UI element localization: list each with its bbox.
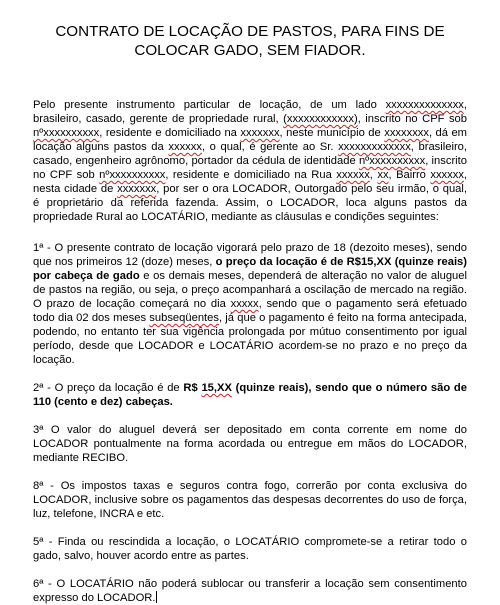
clause-2[interactable]	[33, 381, 467, 409]
intro-text: Pelo presente instrumento particular de locação, de um lado	[33, 99, 386, 111]
clause-text: 1ª - O presente contrato de locação vigorará pelo prazo de 18 (dezoito meses), sendo que nos primeiros 12 (doze) meses,	[33, 242, 467, 268]
document-title: CONTRATO DE LOCAÇÃO DE PASTOS, PARA FINS DE COLOCAR GADO, SEM FIADOR.	[55, 23, 445, 59]
intro-paragraph[interactable]	[33, 98, 467, 224]
clause-text: , já que o pagamento é feito na forma antecipada, podendo, no entanto ter sua vigência prolongada por mútuo consentimento por igual período, desde que LOCADOR e LOCATÁRIO acordem-se no prazo e no preço da locação.	[33, 312, 467, 366]
document-body	[33, 98, 467, 605]
clause-bold-text: R$	[183, 382, 202, 394]
placeholder-field: xxxxxx	[168, 141, 202, 153]
clause-4[interactable]: 8ª - Os impostos taxas e seguros contra fogo, correrão por conta exclusiva do LOCADOR, inclusive sobre os pagamentos das despesas decorrentes do uso de força, luz, telefone, INCRA e etc.	[33, 480, 467, 520]
placeholder-field: (xxxxxxxxxxxx)	[283, 113, 358, 125]
placeholder-field: xxxxxxxxxxxxx	[338, 141, 411, 153]
placeholder-field: xxxxxxx	[117, 183, 157, 195]
placeholder-field: 15,XX	[201, 382, 232, 394]
placeholder-field: xxxxxxxx	[384, 127, 429, 139]
text-cursor	[156, 591, 157, 603]
intro-text: , brasileiro, casado, engenheiro agrônomo, portador da cédula de identidade	[33, 141, 468, 167]
clause-bold-text: o preço da locação é de R$15,XX (quinze reais) por cabeça de gado	[33, 256, 467, 282]
intro-text: , inscrito no CPF sob	[357, 113, 467, 125]
placeholder-field: xx	[377, 169, 389, 181]
intro-text: , dá em locação alguns pastos da	[33, 127, 468, 153]
clause-1[interactable]	[33, 241, 467, 367]
intro-text: , nesta cidade de	[33, 169, 468, 195]
clause-3[interactable]: 3ª O valor do aluguel deverá ser depositado em conta corrente em nome do LOCADOR pontualmente na forma acordada ou entregue em mãos do LOCADOR, mediante RECIBO.	[33, 424, 467, 464]
intro-text: , o qual, é gerente ao Sr.	[201, 141, 339, 153]
placeholder-field: nºxxxxxxxxxx	[33, 127, 100, 139]
intro-text: , residente e domiciliado na	[99, 127, 241, 139]
intro-text: ,	[369, 169, 378, 181]
placeholder-field: nºxxxxxxxxxx	[99, 169, 166, 181]
placeholder-field: nºxxxxxxxxxx	[358, 155, 426, 167]
placeholder-field: xxxxxxx	[240, 127, 280, 139]
intro-text: , Bairro	[388, 169, 431, 181]
clause-text: 6ª - O LOCATÁRIO não poderá sublocar ou transferir a locação sem consentimento expresso do LOCADOR.	[33, 578, 467, 604]
intro-text: , neste município de	[279, 127, 385, 139]
intro-text: , residente e domiciliado na Rua	[165, 169, 337, 181]
clause-text: 2ª - O preço da locação é de	[33, 382, 184, 394]
placeholder-field: xxxxxx	[336, 169, 370, 181]
placeholder-field: xxxxxxxxxxxxxx	[385, 99, 464, 111]
clause-5[interactable]: 5ª - Finda ou rescindida a locação, o LOCATÁRIO compromete-se a retirar todo o gado, salvo, houver acordo entre as partes.	[33, 536, 467, 562]
clause-text: , sendo que o pagamento será efetuado todo dia 02 dos meses	[33, 298, 467, 324]
clause-text: e os demais meses, dependerá de alteração no valor de aluguel de pastos na região, ou seja, o preço acompanhará a oscilação de mercado na região. O prazo de locação começará no dia	[33, 270, 467, 310]
intro-text: , brasileiro, casado, gerente de propriedade rural,	[33, 99, 467, 125]
placeholder-field: xxxxx	[230, 298, 259, 310]
intro-text: , inscrito no CPF sob	[33, 155, 467, 181]
intro-text: , por ser o ora LOCADOR, Outorgado pelo seu irmão, o qual, é proprietário da referida fazenda. Assim, o LOCADOR, loca alguns pastos da propriedade Rural ao LOCATÁRIO, mediante as cláusulas e condições seguintes:	[33, 183, 467, 223]
clause-bold-text: (quinze reais), sendo que o número são de 110 (cento e dez) cabeças.	[33, 382, 467, 408]
misspelled-word: subseqüentes	[149, 312, 219, 324]
placeholder-field: xxxxxx	[430, 169, 464, 181]
clause-6[interactable]	[33, 577, 467, 605]
